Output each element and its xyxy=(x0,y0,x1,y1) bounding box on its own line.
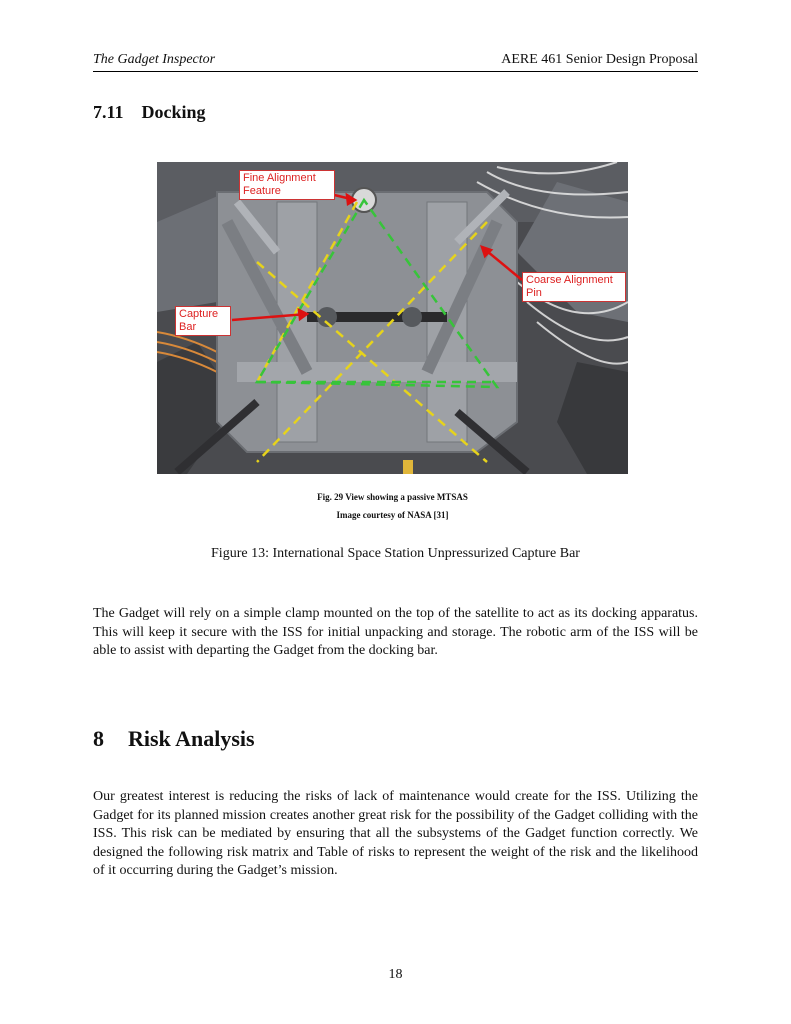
subsection-title: Docking xyxy=(141,102,206,122)
callout-capture-bar: Capture Bar xyxy=(175,306,231,336)
header-rule xyxy=(93,71,698,72)
subsection-number: 7.11 xyxy=(93,102,124,122)
running-header xyxy=(93,52,698,72)
callout-coarse-alignment: Coarse Alignment Pin xyxy=(522,272,626,302)
section-number: 8 xyxy=(93,726,104,751)
risk-paragraph: Our greatest interest is reducing the risks of lack of maintenance would create for the ISS. Utilizing the Gadget for its planned mission creates another great risk for the possibility of the Gadget colliding with the ISS. This risk can be mediated by ensuring that all the subsystems of the Gadget function correctly. We designed the following risk matrix and Table of risks to represent the weight of the risk and the likelihood of it occurring during the Gadget’s mission. xyxy=(93,789,698,878)
section-title: Risk Analysis xyxy=(128,726,255,751)
source-caption-line2: Image courtesy of NASA [31] xyxy=(336,510,449,520)
subsection-heading xyxy=(93,102,206,123)
figure-caption: Figure 13: International Space Station Unpressurized Capture Bar xyxy=(211,546,580,561)
header-title: The Gadget Inspector xyxy=(93,52,216,67)
callout-fine-alignment: Fine Alignment Feature xyxy=(239,170,335,200)
source-caption-line1: Fig. 29 View showing a passive MTSAS xyxy=(317,492,468,502)
section-heading xyxy=(93,726,255,752)
page-number: 18 xyxy=(388,967,403,982)
header-course: AERE 461 Senior Design Proposal xyxy=(501,52,698,67)
docking-paragraph: The Gadget will rely on a simple clamp mounted on the top of the satellite to act as its docking apparatus. This will keep it secure with the ISS for initial unpacking and storage. The robotic arm of the ISS will be able to assist with departing the Gadget from the docking bar. xyxy=(93,606,698,658)
docking-photo xyxy=(157,162,628,474)
